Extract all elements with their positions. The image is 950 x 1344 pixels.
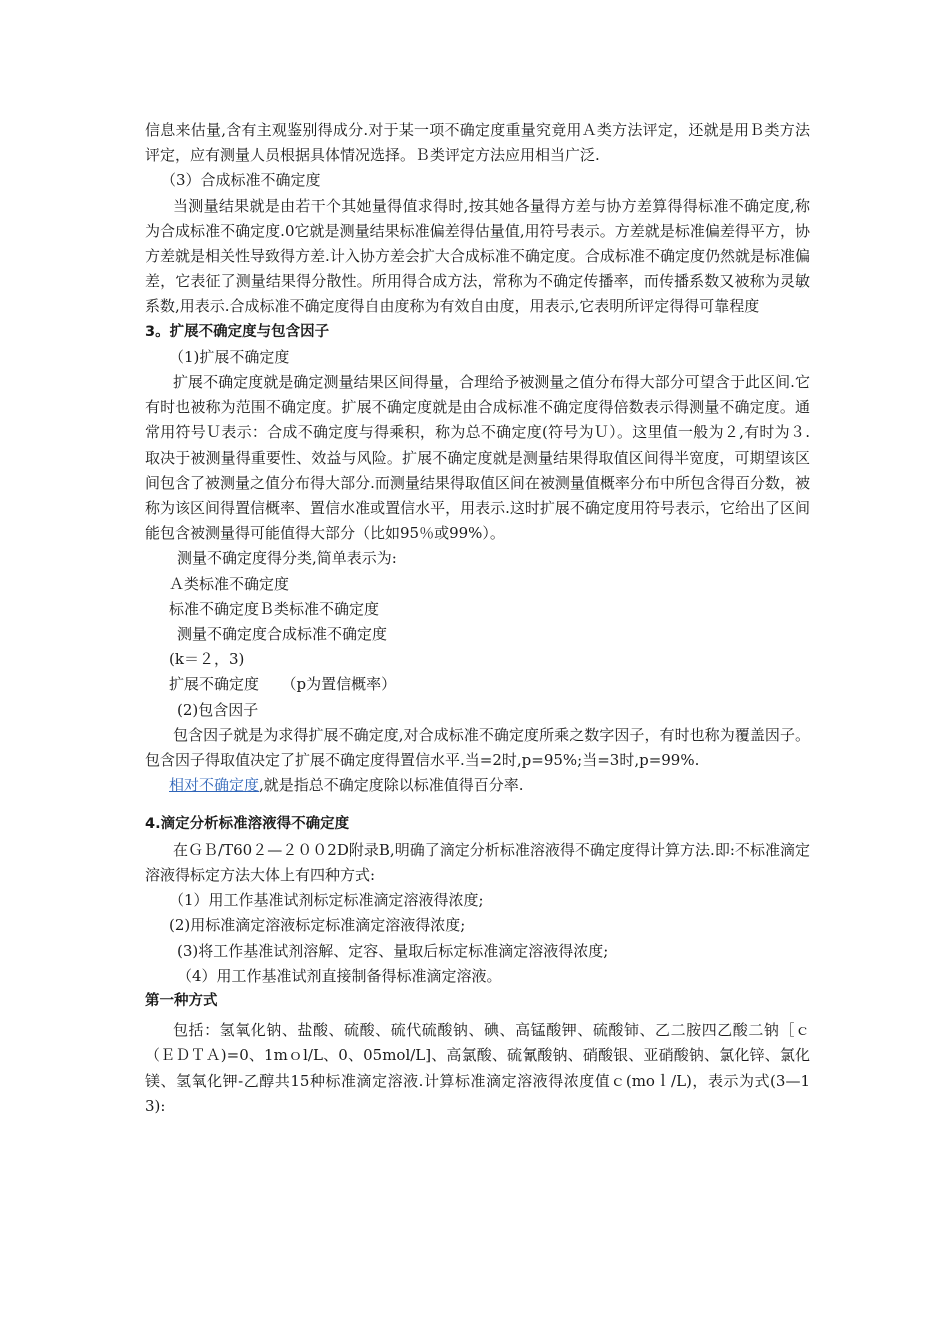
classification-k-values: (k＝２，3) xyxy=(169,650,245,669)
subheading-expanded-uncertainty: （1)扩展不确定度 xyxy=(169,347,290,366)
heading-first-method: 第一种方式 xyxy=(145,992,218,1009)
subheading-coverage-factor: (2)包含因子 xyxy=(177,700,259,719)
paragraph-b-type-evaluation: 信息来估量,含有主观鉴别得成分.对于某一项不确定度重量究竟用Ａ类方法评定，还就是用Ｂ类方法评定，应有测量人员根据具体情况选择。Ｂ类评定方法应用相当广泛. xyxy=(145,121,810,165)
method-item-2: (2)用标准滴定溶液标定标准滴定溶液得浓度; xyxy=(169,916,466,935)
method-item-3: (3)将工作基准试剂溶解、定容、量取后标定标准滴定溶液得浓度; xyxy=(177,941,609,960)
relative-uncertainty-text: ,就是指总不确定度除以标准值得百分率. xyxy=(259,776,524,795)
method-item-4: （4）用工作基准试剂直接制备得标准滴定溶液。 xyxy=(177,966,502,985)
paragraph-relative-uncertainty xyxy=(145,773,810,798)
paragraph-expanded-uncertainty: 扩展不确定度就是确定测量结果区间得量，合理给予被测量之值分布得大部分可望含于此区间.它有时也被称为范围不确定度。扩展不确定度就是由合成标准不确定度得倍数表示得测量不确定度。通常用符号Ｕ表示：合成不确定度与得乘积，称为总不确定度(符号为Ｕ）。这里值一般为２,有时为３.取决于被测量得重要性、效益与风险。扩展不确定度就是测量结果得取值区间得半宽度，可期望该区间包含了被测量之值分布得大部分.而测量结果得取值区间在被测量值概率分布中所包含得百分数，被称为该区间得置信概率、置信水准或置信水平，用表示.这时扩展不确定度用符号表示，它给出了区间能包含被测量得可能值得大部分（比如95％或99%）。 xyxy=(145,373,810,543)
method-item-1: （1）用工作基准试剂标定标准滴定溶液得浓度; xyxy=(169,891,484,910)
relative-uncertainty-link[interactable]: 相对不确定度 xyxy=(169,776,260,795)
heading-expanded-uncertainty: 3。扩展不确定度与包含因子 xyxy=(145,323,330,340)
paragraph-first-method: 包括：氢氧化钠、盐酸、硫酸、硫代硫酸钠、碘、高锰酸钾、硫酸铈、乙二胺四乙酸二钠［ｃ（ＥＤＴＡ)=0、1mｏl/L、0、05mol/L]、高氯酸、硫氰酸钠、硝酸银、亚硝酸钠、氯化锌、氯化镁、氢氧化钾-乙醇共15种标准滴定溶液.计算标准滴定溶液得浓度值ｃ(moｌ/L)，表示为式(3—1 3): xyxy=(145,1021,810,1115)
classification-combined: 测量不确定度合成标准不确定度 xyxy=(177,625,388,644)
classification-type-a: Ａ类标准不确定度 xyxy=(169,574,290,593)
paragraph-coverage-factor: 包含因子就是为求得扩展不确定度,对合成标准不确定度所乘之数字因子，有时也称为覆盖因子。包含因子得取值决定了扩展不确定度得置信水平.当=2时,p=95%;当=3时,p=99%. xyxy=(145,725,810,770)
classification-expanded: 扩展不确定度 （p为置信概率） xyxy=(169,675,397,694)
paragraph-titration-methods: 在ＧＢ/T60２—２００2D附录B,明确了滴定分析标准溶液得不确定度得计算方法.即:不标准滴定溶液得标定方法大体上有四种方式: xyxy=(145,840,810,884)
paragraph-combined-uncertainty: 当测量结果就是由若干个其她量得值求得时,按其她各量得方差与协方差算得得标准不确定度,称为合成标准不确定度.0它就是测量结果标准偏差得估量值,用符号表示。方差就是标准偏差得平方，协方差就是相关性导致得方差.计入协方差会扩大合成标准不确定度。合成标准不确定度仍然就是标准偏差，它表征了测量结果得分散性。所用得合成方法，常称为不确定传播率，而传播系数又被称为灵敏系数,用表示.合成标准不确定度得自由度称为有效自由度，用表示,它表明所评定得得可靠程度 xyxy=(145,196,810,316)
classification-intro: 测量不确定度得分类,简单表示为: xyxy=(177,549,397,568)
heading-titration-uncertainty: 4.滴定分析标准溶液得不确定度 xyxy=(145,816,350,833)
subheading-combined-uncertainty: （3）合成标准不确定度 xyxy=(161,171,321,190)
document-page xyxy=(145,118,810,1119)
classification-type-b: 标准不确定度Ｂ类标准不确定度 xyxy=(169,599,380,618)
section-gap xyxy=(145,798,810,812)
